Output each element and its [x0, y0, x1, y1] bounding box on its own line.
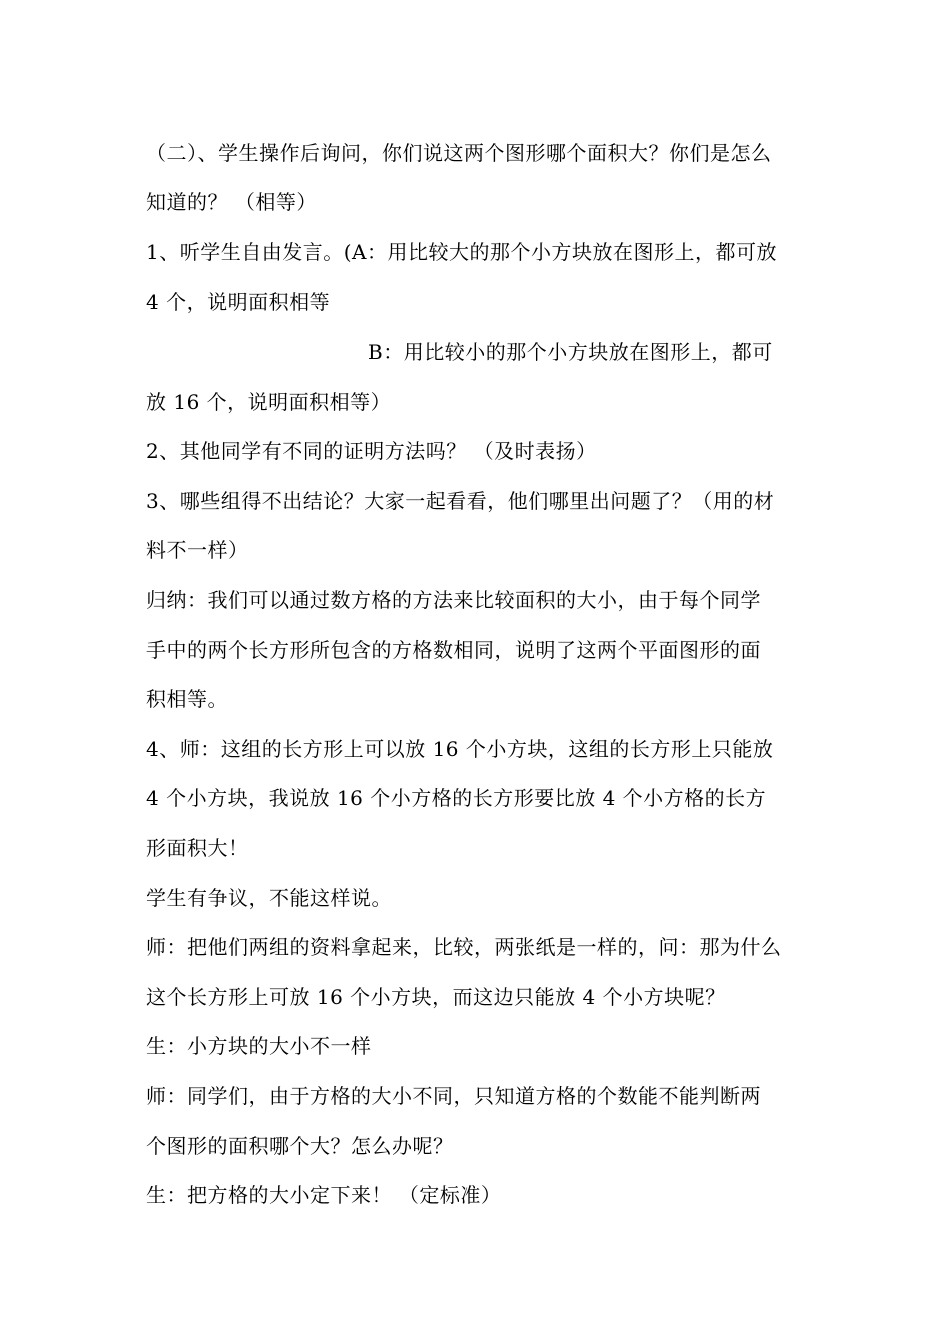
text-line-8: 3、哪些组得不出结论？大家一起看看，他们哪里出问题了？（用的材: [146, 489, 775, 513]
text-line-22: 生：把方格的大小定下来！ （定标准）: [146, 1183, 502, 1207]
text-line-9: 料不一样）: [146, 538, 249, 562]
text-line-21: 个图形的面积哪个大？怎么办呢？: [146, 1134, 454, 1158]
text-line-20: 师：同学们，由于方格的大小不同，只知道方格的个数能不能判断两: [146, 1084, 761, 1108]
text-line-1: （二）、学生操作后询问，你们说这两个图形哪个面积大？你们是怎么: [146, 141, 772, 165]
text-line-10: 归纳：我们可以通过数方格的方法来比较面积的大小，由于每个同学: [146, 588, 761, 612]
text-line-3: 1、听学生自由发言。(A：用比较大的那个小方块放在图形上，都可放: [146, 240, 777, 264]
text-line-17: 师：把他们两组的资料拿起来，比较，两张纸是一样的，问：那为什么: [146, 935, 782, 959]
text-line-7: 2、其他同学有不同的证明方法吗？ （及时表扬）: [146, 439, 597, 463]
text-line-11: 手中的两个长方形所包含的方格数相同，说明了这两个平面图形的面: [146, 638, 761, 662]
text-line-15: 形面积大！: [146, 836, 249, 860]
text-line-2: 知道的？ （相等）: [146, 190, 317, 214]
text-line-4: 4 个，说明面积相等: [146, 290, 331, 314]
text-line-19: 生：小方块的大小不一样: [146, 1034, 372, 1058]
text-line-16: 学生有争议，不能这样说。: [146, 886, 392, 910]
text-line-12: 积相等。: [146, 687, 228, 711]
text-line-13: 4、师：这组的长方形上可以放 16 个小方块，这组的长方形上只能放: [146, 737, 774, 761]
text-line-5: B：用比较小的那个小方块放在图形上，都可: [368, 340, 773, 364]
text-line-14: 4 个小方块，我说放 16 个小方格的长方形要比放 4 个小方格的长方: [146, 786, 767, 810]
text-line-6: 放 16 个，说明面积相等）: [146, 390, 392, 414]
text-line-18: 这个长方形上可放 16 个小方块，而这边只能放 4 个小方块呢？: [146, 985, 726, 1009]
